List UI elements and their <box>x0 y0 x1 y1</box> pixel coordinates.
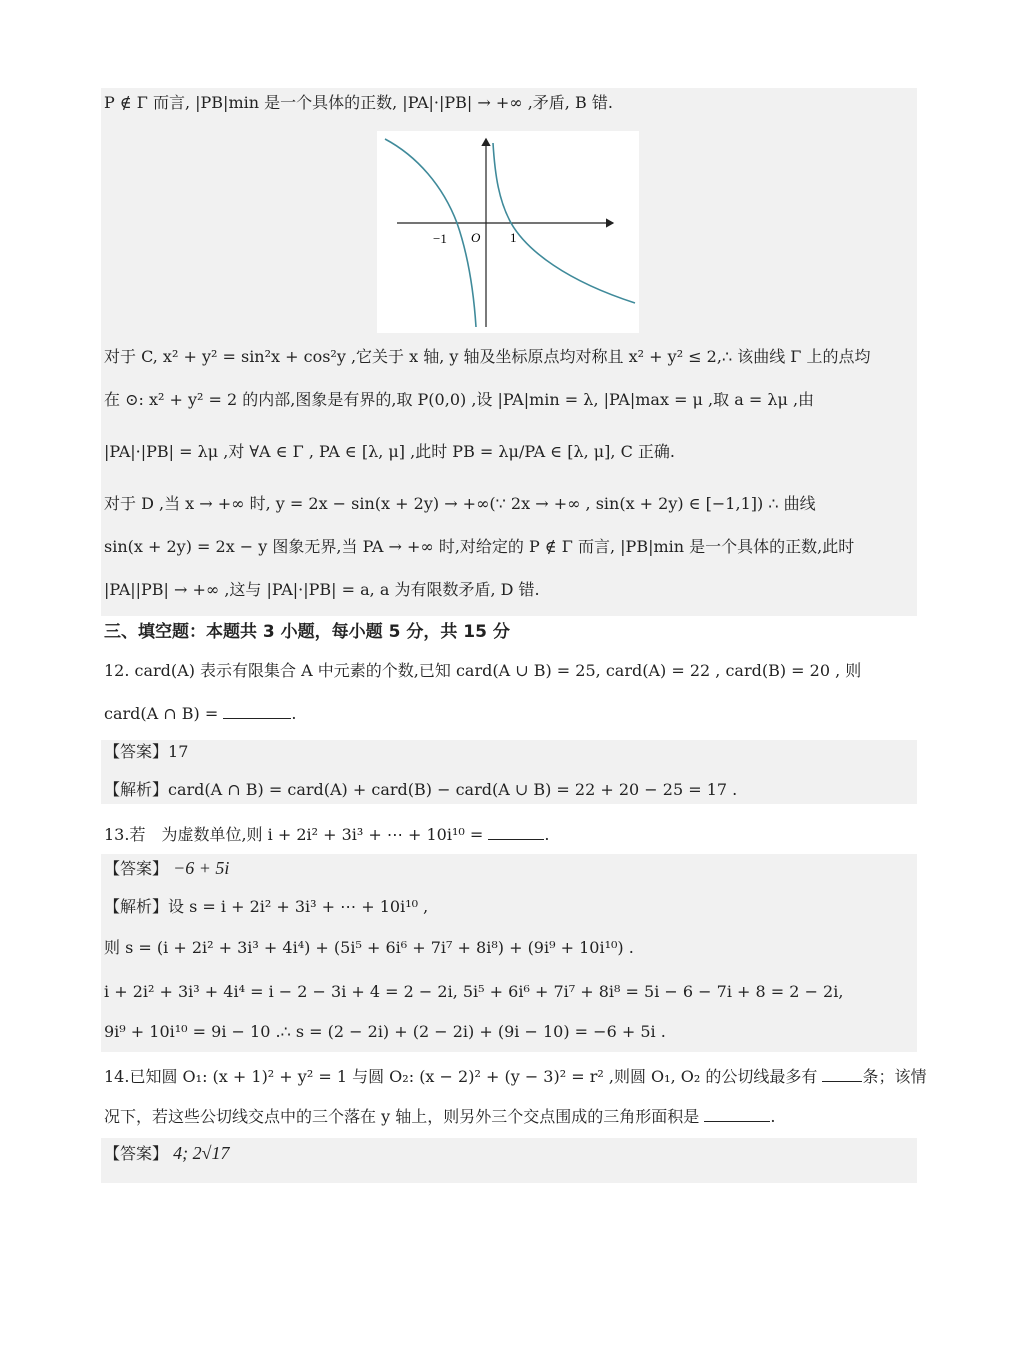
q13-line-5: 9i⁹ + 10i¹⁰ = 9i − 10 .∴ s = (2 − 2i) + (2 − 2i) + (9i − 10) = −6 + 5i . <box>104 1022 666 1041</box>
q14-expr: 14.已知圆 O₁: (x + 1)² + y² = 1 与圆 O₂: (x − 2)² + (y − 3)² = r² ,则圆 O₁, O₂ 的公切线最多有 <box>104 1067 818 1086</box>
left-branch <box>385 139 476 327</box>
b1-line-1: P ∉ Γ 而言, |PB|min 是一个具体的正数, |PA|·|PB| → +∞ ,矛盾, B 错. <box>104 93 613 112</box>
analysis-text: 设 s = i + 2i² + 3i³ + ⋯ + 10i¹⁰ , <box>168 897 429 916</box>
q13-line-4: i + 2i² + 3i³ + 4i⁴ = i − 2 − 3i + 4 = 2 − 2i, 5i⁵ + 6i⁶ + 7i⁷ + 8i⁸ = 5i − 6 − 7i + 8 = 2 − 2i, <box>104 982 844 1001</box>
q12-line-2 <box>104 702 296 726</box>
b1-line-7: |PA||PB| → +∞ ,这与 |PA|·|PB| = a, a 为有限数矛盾, D 错. <box>104 580 540 599</box>
q14-l1-end: 条；该情 <box>862 1067 927 1086</box>
answer-tag: 【答案】 <box>104 859 169 878</box>
tick-neg1-label: −1 <box>433 231 447 246</box>
hyperbola-graph <box>377 131 639 333</box>
tick-1-label: 1 <box>510 230 517 245</box>
q13-expr: 13.若 为虚数单位,则 i + 2i² + 3i³ + ⋯ + 10i¹⁰ = <box>104 825 484 844</box>
answer-tag: 【答案】 <box>104 1144 169 1163</box>
analysis-tag: 【解析】 <box>104 897 169 916</box>
b1-line-4: |PA|·|PB| = λμ ,对 ∀A ∈ Γ , PA ∈ [λ, μ] ,此时 PB = λμ/PA ∈ [λ, μ], C 正确. <box>104 442 675 461</box>
q13-answer-blank <box>488 839 544 840</box>
q13-answer <box>104 856 229 881</box>
q14-line-2 <box>104 1105 775 1129</box>
q12-expr: card(A ∩ B) = <box>104 704 219 723</box>
q12-answer <box>104 740 188 764</box>
answer-value: −6 + 5i <box>173 858 230 878</box>
analysis-tag: 【解析】 <box>104 780 169 799</box>
q14-l2-end: . <box>770 1107 776 1126</box>
q14-line-1 <box>104 1065 926 1089</box>
q12-answer-blank <box>223 718 291 719</box>
b1-line-6: sin(x + 2y) = 2x − y 图象无界,当 PA → +∞ 时,对给定的 P ∉ Γ 而言, |PB|min 是一个具体的正数,此时 <box>104 537 855 556</box>
q13-line-3: 则 s = (i + 2i² + 3i³ + 4i⁴) + (5i⁵ + 6i⁶ + 7i⁷ + 8i⁸) + (9i⁹ + 10i¹⁰) . <box>104 938 634 957</box>
hyperbola-figure <box>377 131 639 333</box>
q13-analysis <box>104 895 428 919</box>
q12-analysis <box>104 778 737 802</box>
b1-line-3: 在 ⊙: x² + y² = 2 的内部,图象是有界的,取 P(0,0) ,设 |PA|min = λ, |PA|max = μ ,取 a = λμ ,由 <box>104 390 815 409</box>
b1-line-5: 对于 D ,当 x → +∞ 时, y = 2x − sin(x + 2y) → +∞(∵ 2x → +∞ , sin(x + 2y) ∈ [−1,1]) ∴ 曲线 <box>104 494 816 513</box>
answer-tag: 【答案】 <box>104 742 169 761</box>
answer-value: 17 <box>168 742 189 761</box>
q13-end: . <box>544 825 550 844</box>
q14-blank-1 <box>822 1081 862 1082</box>
answer-value: 4; 2√17 <box>173 1143 230 1163</box>
q14-answer <box>104 1141 229 1166</box>
q12-line-1: 12. card(A) 表示有限集合 A 中元素的个数,已知 card(A ∪ B) = 25, card(A) = 22 , card(B) = 20 , 则 <box>104 661 862 680</box>
q14-l2-text: 况下，若这些公切线交点中的三个落在 y 轴上，则另外三个交点围成的三角形面积是 <box>104 1107 700 1126</box>
origin-label: O <box>471 230 481 245</box>
q13-line-1 <box>104 823 549 847</box>
analysis-text: card(A ∩ B) = card(A) + card(B) − card(A ∪ B) = 22 + 20 − 25 = 17 . <box>168 780 738 799</box>
q14-blank-2 <box>704 1121 770 1122</box>
b1-line-2: 对于 C, x² + y² = sin²x + cos²y ,它关于 x 轴, y 轴及坐标原点均对称且 x² + y² ≤ 2,∴ 该曲线 Γ 上的点均 <box>104 347 871 366</box>
q12-end: . <box>291 704 297 723</box>
section-3-heading: 三、填空题：本题共 3 小题，每小题 5 分，共 15 分 <box>104 622 510 642</box>
